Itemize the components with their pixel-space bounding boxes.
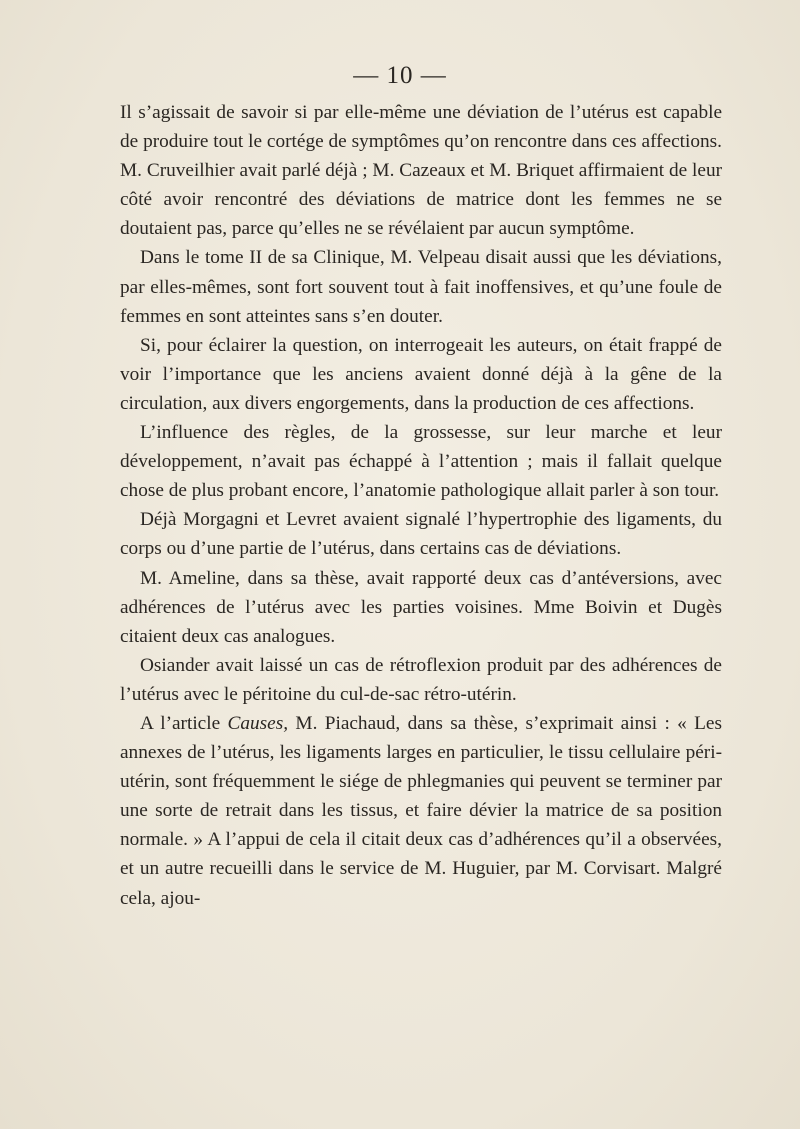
paragraph-3: Si, pour éclairer la question, on interrogeait les auteurs, on était frappé de voir l’importance que les anciens avaient donné déjà à la gêne de la circulation, aux divers engorgements, dans la production de ces affections. [120, 334, 722, 414]
paragraph-5: Déjà Morgagni et Levret avaient signalé l’hypertrophie des ligaments, du corps ou d’une partie de l’utérus, dans certains cas de déviations. [120, 509, 722, 560]
paragraph-8 [120, 709, 722, 913]
paragraph-4: L’influence des règles, de la grossesse, sur leur marche et leur développement, n’avait pas échappé à l’attention ; mais il fallait quelque chose de plus probant encore, l’anatomie pathologique allait parler à son tour. [120, 422, 722, 502]
paragraph-6: M. Ameline, dans sa thèse, avait rapporté deux cas d’antéversions, avec adhérences de l’utérus avec les parties voisines. Mme Boivin et Dugès citaient deux cas analogues. [120, 567, 722, 647]
body-text [120, 98, 722, 913]
paragraph-7: Osiander avait laissé un cas de rétroflexion produit par des adhérences de l’utérus avec le péritoine du cul-de-sac rétro-utérin. [120, 654, 722, 705]
page-number: — 10 — [353, 62, 447, 89]
paragraph-8-lead: A l’article [140, 712, 228, 734]
paragraph-8-italic-term: Causes, [227, 712, 289, 734]
paragraph-1: Il s’agissait de savoir si par elle-même une déviation de l’utérus est capable de produire tout le cortége de symptômes qu’on rencontre dans ces affections. M. Cruveilhier avait parlé déjà ; M. Cazeaux et M. Briquet affirmaient de leur côté avoir rencontré des déviations de matrice dont les femmes ne se doutaient pas, parce qu’elles ne se révélaient par aucun symptôme. [120, 102, 722, 240]
paragraph-2: Dans le tome II de sa Clinique, M. Velpeau disait aussi que les déviations, par elles-mêmes, sont fort souvent tout à fait inoffensives, et qu’une foule de femmes en sont atteintes sans s’en douter. [120, 247, 722, 327]
paragraph-8-rest: M. Piachaud, dans sa thèse, s’exprimait ainsi : « Les annexes de l’utérus, les ligaments larges en particulier, le tissu cellulaire péri-utérin, sont fréquemment le siége de phlegmanies qui peuvent se terminer par une sorte de retrait dans les tissus, et faire dévier la matrice de sa position normale. » A l’appui de cela il citait deux cas d’adhérences qu’il a observées, et un autre recueilli dans le service de M. Huguier, par M. Corvisart. Malgré cela, ajou- [120, 712, 722, 909]
